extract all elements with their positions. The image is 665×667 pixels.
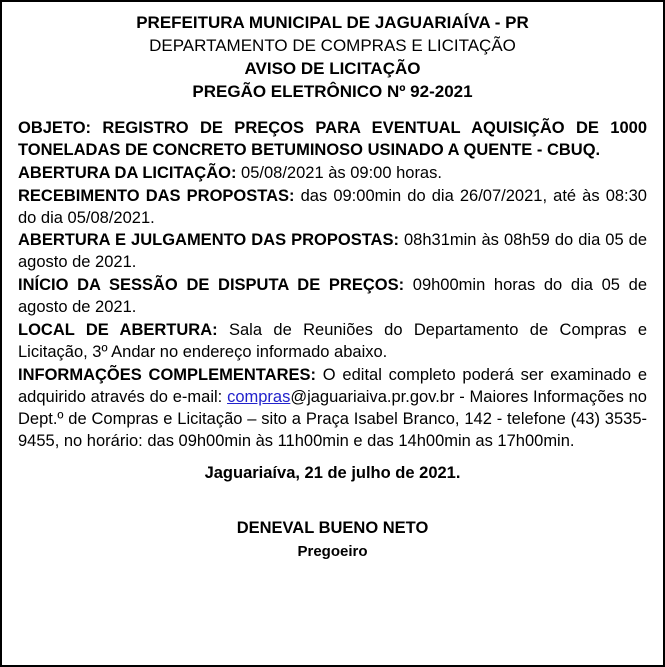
- city-and-date: Jaguariaíva, 21 de julho de 2021.: [204, 463, 461, 482]
- objeto-text: REGISTRO DE PREÇOS PARA EVENTUAL AQUISIÇÃO DE 1000 TONELADAS DE CONCRETO BETUMINOSO USINADO A QUENTE - CBUQ.: [18, 118, 647, 159]
- signatory-name: DENEVAL BUENO NETO: [236, 518, 429, 537]
- disputa-label: INÍCIO DA SESSÃO DE DISPUTA DE PREÇOS:: [18, 276, 405, 295]
- local-text: Sala de Reuniões do Departamento de Compras e Licitação, 3º Andar no endereço informado abaixo.: [18, 321, 647, 362]
- abertura-text: 05/08/2021 às 09:00 horas.: [236, 163, 442, 182]
- informacoes-text-before: O edital completo poderá ser examinado e adquirido através do e-mail:: [18, 366, 648, 406]
- signature-block: [18, 517, 647, 563]
- julgamento-text: 08h31min às 08h59 do dia 05 de agosto de 2021.: [18, 231, 648, 272]
- header-tender-number: PREGÃO ELETRÔNICO Nº 92-2021: [192, 81, 473, 101]
- signatory-role: Pregoeiro: [297, 542, 368, 560]
- recebimento-text: das 09:00min do dia 26/07/2021, até às 08:30 do dia 05/08/2021.: [18, 186, 647, 227]
- abertura-label: ABERTURA DA LICITAÇÃO:: [18, 163, 237, 182]
- section-informacoes-complementares: [18, 365, 647, 453]
- disputa-text: 09h00min horas do dia 05 de agosto de 2021.: [18, 276, 647, 317]
- informacoes-label: INFORMAÇÕES COMPLEMENTARES:: [18, 366, 316, 385]
- header-municipality: PREFEITURA MUNICIPAL DE JAGUARIAÍVA - PR: [136, 13, 529, 32]
- header-notice-type: AVISO DE LICITAÇÃO: [244, 58, 421, 78]
- section-objeto: [18, 118, 647, 162]
- document-header: [18, 12, 647, 104]
- document-content: [18, 118, 647, 563]
- local-label: LOCAL DE ABERTURA:: [18, 321, 218, 340]
- julgamento-label: ABERTURA E JULGAMENTO DAS PROPOSTAS:: [18, 231, 399, 250]
- document-body: [2, 2, 663, 562]
- informacoes-text-after: @jaguariaiva.pr.gov.br - Maiores Informações no Dept.º de Compras e Licitação – sito a Praça Isabel Branco, 142 - telefone (43) 3535-9455, no horário: das 09h00min às 11h00min e das 14h00min as 17h00min.: [18, 388, 647, 450]
- section-local-abertura: [18, 320, 647, 364]
- email-link[interactable]: compras: [227, 388, 291, 406]
- section-julgamento-propostas: [18, 230, 647, 274]
- section-abertura-licitacao: [18, 163, 647, 185]
- header-department: DEPARTAMENTO DE COMPRAS E LICITAÇÃO: [149, 35, 516, 55]
- section-disputa-precos: [18, 275, 647, 319]
- section-recebimento-propostas: [18, 186, 647, 230]
- objeto-label: OBJETO:: [18, 118, 92, 137]
- recebimento-label: RECEBIMENTO DAS PROPOSTAS:: [18, 186, 295, 205]
